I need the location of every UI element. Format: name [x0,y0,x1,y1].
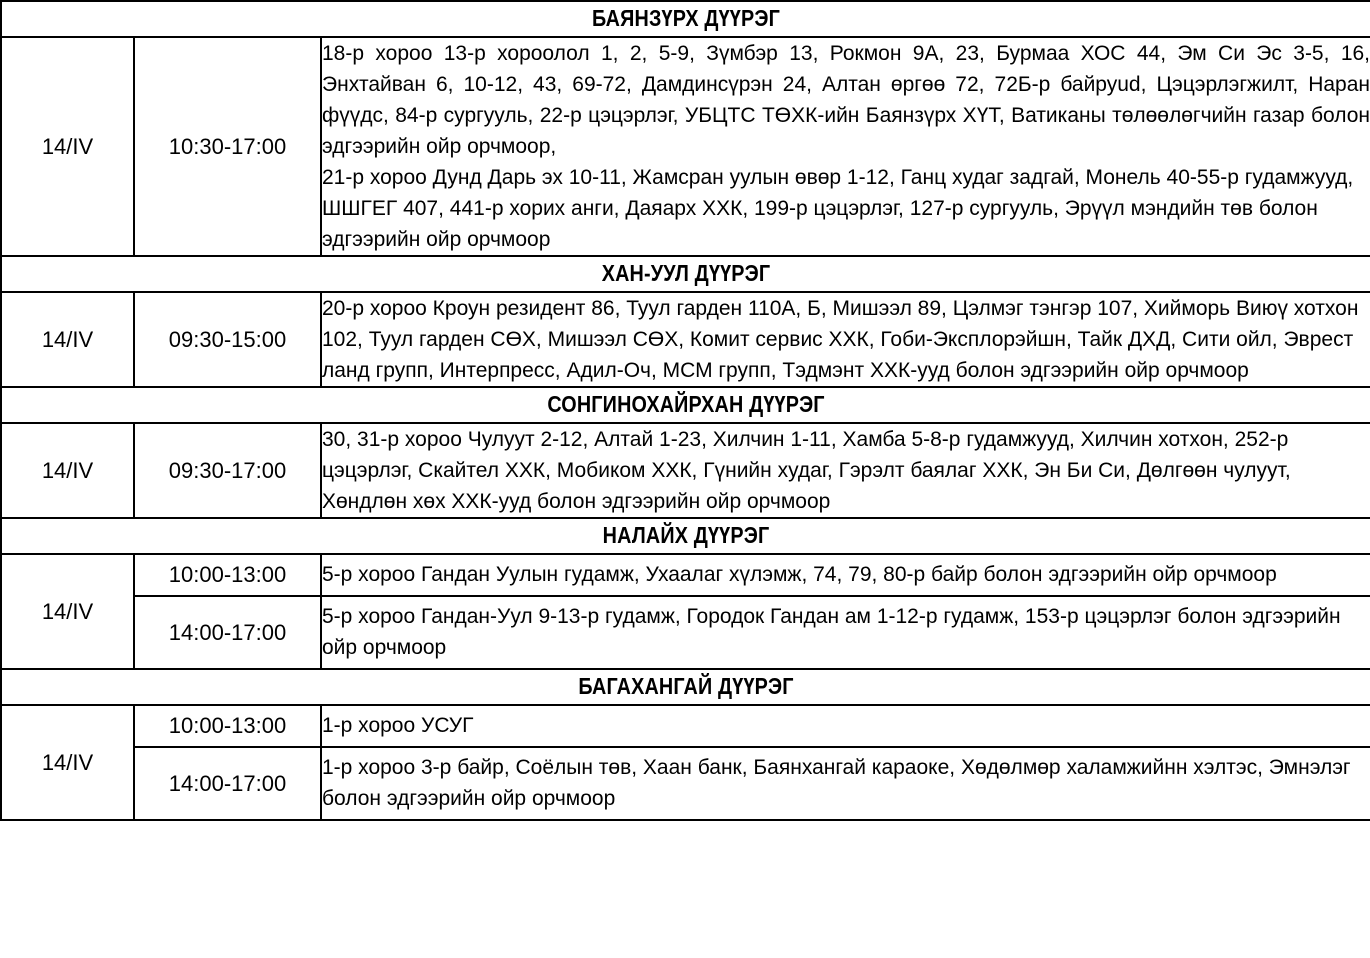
time-cell: 09:30-17:00 [134,423,321,518]
time-cell: 14:00-17:00 [134,747,321,820]
area-text [322,424,1370,517]
time-cell: 09:30-15:00 [134,292,321,387]
area-text [322,710,1370,741]
table-row [1,292,1370,387]
area-cell [321,747,1370,820]
date-cell: 14/IV [1,423,134,518]
table-row [1,423,1370,518]
district-header-cell [1,518,1370,554]
district-title: ХАН-УУЛ ДҮҮРЭГ [601,260,771,286]
time-cell: 10:30-17:00 [134,37,321,256]
date-cell: 14/IV [1,554,134,669]
table-row [1,37,1370,256]
area-paragraph: 5-р хороо Гандан Уулын гудамж, Ухаалаг хүлэмж, 74, 79, 80-р байр болон эдгээрийн ойр орчмоор [322,563,1277,586]
time-cell: 10:00-13:00 [134,554,321,596]
district-header-row [1,669,1370,705]
area-paragraph: 1-р хороо УСУГ [322,714,474,737]
area-cell [321,423,1370,518]
area-text [322,559,1370,590]
district-header-row [1,387,1370,423]
area-text [322,752,1370,814]
district-title: НАЛАЙХ ДҮҮРЭГ [602,522,770,548]
table-row [1,554,1370,596]
table-row [1,596,1370,669]
date-cell: 14/IV [1,705,134,820]
district-header-cell [1,387,1370,423]
district-header-cell [1,669,1370,705]
district-title: БАЯНЗҮРХ ДҮҮРЭГ [592,5,780,31]
date-cell: 14/IV [1,37,134,256]
area-text [322,601,1370,663]
area-paragraph: 5-р хороо Гандан-Уул 9-13-р гудамж, Городок Гандан ам 1-12-р гудамж, 153-р цэцэрлэг болон эдгээрийн ойр орчмоор [322,605,1341,659]
district-header-cell [1,256,1370,292]
area-cell [321,37,1370,256]
district-header-cell [1,1,1370,37]
area-cell [321,554,1370,596]
district-header-row [1,1,1370,37]
district-header-row [1,256,1370,292]
area-paragraph: 20-р хороо Кроун резидент 86, Туул гарден 110А, Б, Мишээл 89, Цэлмэг тэнгэр 107, Хийморь Виюү хотхон 102, Туул гарден СӨХ, Мишээл СӨХ, Комит сервис ХХК, Гоби-Эксплорэйшн, Тайк ДХД, Сити ойл, Эврест ланд групп, Интерпресс, Адил-Оч, МСМ групп, Тэдмэнт ХХК-ууд болон эдгээрийн ойр орчмоор [322,297,1359,382]
area-paragraph: 21-р хороо Дунд Дарь эх 10-11, Жамсран уулын өвөр 1-12, Ганц худаг задгай, Монель 40-55-р гудамжууд, ШШГЕГ 407, 441-р хорих анги, Даяарх ХХК, 199-р цэцэрлэг, 127-р сургууль, Эрүүл мэндийн төв болон эдгээрийн ойр орчмоор [322,166,1354,251]
area-paragraph: 30, 31-р хороо Чулуут 2-12, Алтай 1-23, Хилчин 1-11, Хамба 5-8-р гудамжууд, Хилчин хотхон, 252-р цэцэрлэг, Скайтел ХХК, Мобиком ХХК, Гүнийн худаг, Гэрэлт баялаг ХХК, Эн Би Си, Дөлгөөн чулуут, Хөндлөн хөх ХХК-ууд болон эдгээрийн ойр орчмоор [322,428,1291,513]
date-cell: 14/IV [1,292,134,387]
area-text [322,293,1370,386]
area-cell [321,596,1370,669]
area-paragraph: 1-р хороо 3-р байр, Соёлын төв, Хаан банк, Баянхангай караоке, Хөдөлмөр халамжийнн хэлтэс, Эмнэлэг болон эдгээрийн ойр орчмоор [322,756,1351,810]
area-text [322,38,1370,255]
area-paragraph: 18-р хороо 13-р хороолол 1, 2, 5-9, Зүмбэр 13, Рокмон 9А, 23, Бурмаа ХОС 44, Эм Си Эс 3-5, 16, Энхтайван 6, 10-12, 43, 69-72, Дамдинсүрэн 24, Алтан өргөө 72, 72Б-р байруud, Цэцэрлэгжилт, Наран фүүдс, 84-р сургууль, 22-р цэцэрлэг, УБЦТС ТӨХК-ийн Баянзүрх ХҮТ, Ватиканы төлөөлөгчийн газар болон эдгээрийн ойр орчмоор, [322,42,1370,158]
district-title: БАГАХАНГАЙ ДҮҮРЭГ [578,673,794,699]
district-title: СОНГИНОХАЙРХАН ДҮҮРЭГ [547,391,825,417]
time-cell: 10:00-13:00 [134,705,321,747]
time-cell: 14:00-17:00 [134,596,321,669]
table-row [1,747,1370,820]
district-header-row [1,518,1370,554]
area-cell [321,705,1370,747]
table-row [1,705,1370,747]
area-cell [321,292,1370,387]
